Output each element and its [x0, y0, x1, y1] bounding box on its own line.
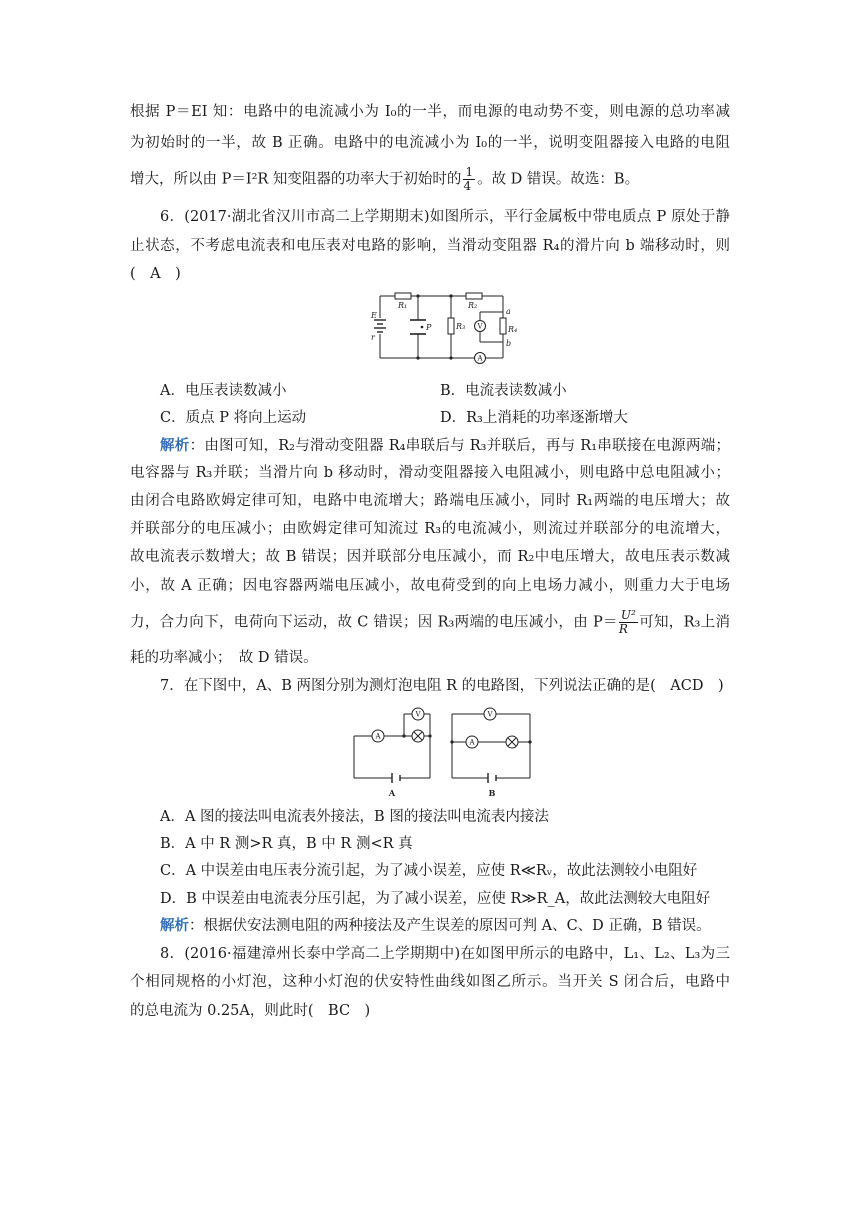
q6-option-a: A．电压表读数减小: [160, 383, 287, 399]
q8-line-3: 的总电流为 0.25A，则此时( BC ): [130, 1003, 371, 1019]
q6-explanation-label: 解析: [160, 437, 190, 454]
intro-line-2: 为初始时的一半，故 B 正确。电路中的电流减小为 I₀的一半，说明变阻器接入电路的电阻: [130, 135, 730, 151]
q7-option-b: B．A 中 R 测>R 真，B 中 R 测<R 真: [160, 836, 413, 852]
q6-line-1: 6．(2017·湖北省汉川市高二上学期期末)如图所示，平行金属板中带电质点 P 原处于静: [160, 209, 730, 225]
q7-explanation-label: 解析: [160, 917, 189, 934]
q6-explanation-8: 耗的功率减小； 故 D 错误。: [130, 650, 318, 666]
q7-line-1: 7．在下图中，A、B 两图分别为测灯泡电阻 R 的电路图，下列说法正确的是( ACD ): [160, 678, 724, 694]
q6-line-2: 止状态，不考虑电流表和电压表对电路的影响，当滑动变阻器 R₄的滑片向 b 端移动时，则: [130, 238, 730, 254]
q6-explanation-7: 力，合力向下，电荷向下运动，故 C 错误；因 R₃两端的电压减小，由 P＝ $\frac{\text{U²}}{R}$ 可知，R₃上消: [130, 608, 731, 636]
q6-label-r: r: [371, 333, 375, 342]
q7-option-c: C．A 中误差由电压表分流引起，为了减小误差，应使 R≪Rᵥ，故此法测较小电阻好: [160, 863, 698, 879]
q6-option-c: C．质点 P 将向上运动: [160, 410, 307, 426]
q6-explanation-6: 小，故 A 正确；因电容器两端电压减小，故电荷受到的向上电场力减小，则重力大于电场: [130, 578, 730, 594]
q6-label-r4: R₄: [508, 325, 518, 334]
q6-answer: ( A ): [130, 266, 181, 282]
q7a-voltmeter-icon: V: [415, 710, 421, 719]
q8-line-1: 8．(2016·福建漳州长泰中学高二上学期期中)在如图甲所示的电路中，L₁、L₂、L₃为三: [160, 946, 730, 962]
q8-line-2: 个相同规格的小灯泡，这种小灯泡的伏安特性曲线如图乙所示。当开关 S 闭合后，电路中: [130, 974, 730, 990]
q6-option-d: D．R₃上消耗的功率逐渐增大: [440, 410, 628, 426]
q6-explanation-2: 电容器与 R₃并联；当滑片向 b 移动时，滑动变阻器接入电阻减小，则电路中总电阻减小；: [130, 465, 730, 481]
q6-label-a: a: [506, 307, 511, 316]
intro-line-1: 根据 P＝EI 知：电路中的电流减小为 I₀的一半，而电源的电动势不变，则电源的总功率减: [130, 104, 730, 120]
intro-line-3: 增大，所以由 P＝I²R 知变阻器的功率大于初始时的 $\frac{1}{4}$ 。故 D 错误。故选：B。: [130, 165, 640, 193]
q6-explanation-4: 并联部分的电压减小；由欧姆定律可知流过 R₃的电流减小，则流过并联部分的电流增大，: [130, 521, 730, 537]
q7b-voltmeter-icon: V: [487, 710, 493, 719]
fraction-u2-over-r: $\frac{\text{U²}}{R}$: [618, 608, 636, 636]
q6-label-r2: R₂: [468, 301, 478, 310]
q6-label-p: P: [426, 323, 432, 332]
q7-figure-a-label: A: [388, 788, 396, 798]
q6-label-r3: R₃: [456, 322, 466, 331]
q7-circuit-diagrams: [348, 702, 536, 802]
q6-explanation-3: 由闭合电路欧姆定律可知，电路中电流增大；路端电压减小，同时 R₁两端的电压增大；故: [130, 493, 730, 509]
q6-label-r1: R₁: [398, 301, 408, 310]
fraction-one-quarter: $\frac{1}{4}$: [463, 165, 474, 193]
q6-explanation-1: 解析：由图可知，R₂与滑动变阻器 R₄串联后与 R₃并联后，再与 R₁串联接在电源两端；: [160, 437, 731, 454]
q7-option-a: A．A 图的接法叫电流表外接法，B 图的接法叫电流表内接法: [160, 809, 549, 825]
q7-figure-b-label: B: [488, 788, 496, 798]
q6-circuit-diagram: [370, 290, 530, 365]
q7b-ammeter-icon: A: [469, 738, 475, 747]
q7a-ammeter-icon: A: [375, 732, 381, 741]
q6-ammeter-icon: A: [477, 354, 483, 363]
q6-option-b: B．电流表读数减小: [440, 383, 567, 399]
q6-label-b: b: [506, 339, 512, 348]
q6-label-e: E: [371, 311, 377, 320]
q6-voltmeter-icon: V: [477, 322, 483, 331]
q6-explanation-5: 故电流表示数增大；故 B 错误；因并联部分电压减小，而 R₂中电压增大，故电压表示数减: [130, 549, 730, 565]
q7-explanation: 解析：根据伏安法测电阻的两种接法及产生误差的原因可判 A、C、D 正确，B 错误。: [160, 917, 711, 934]
q7-option-d: D．B 中误差由电流表分压引起，为了减小误差，应使 R≫R_A，故此法测较大电阻好: [160, 891, 711, 907]
